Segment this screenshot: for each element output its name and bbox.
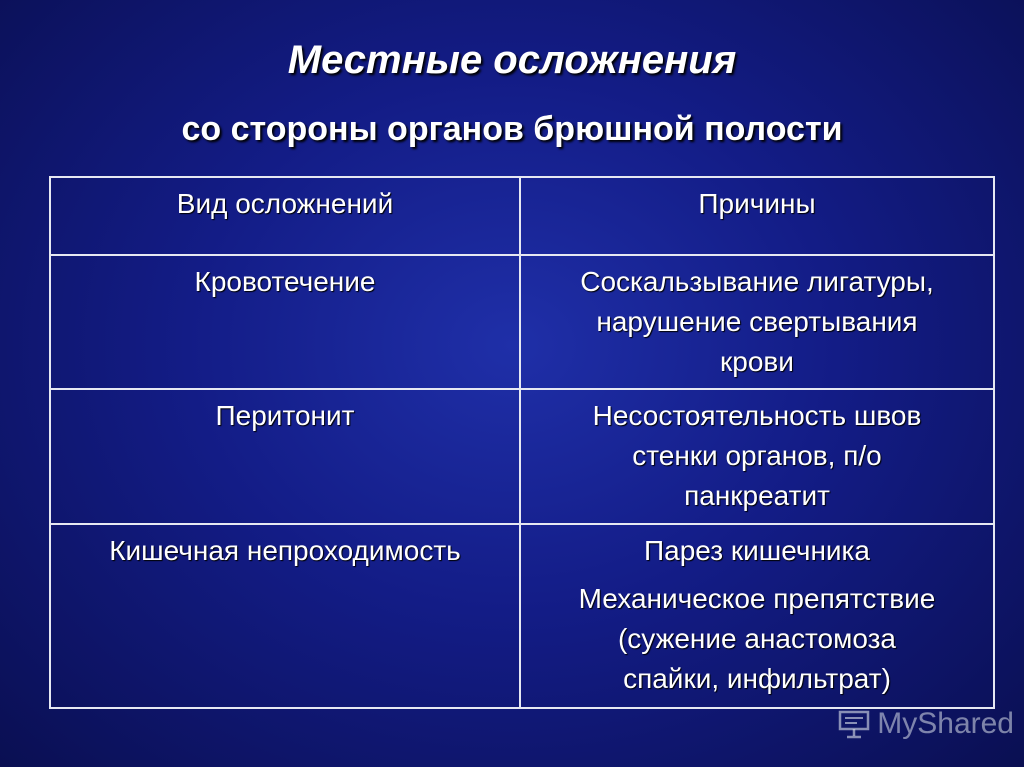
cause-line: нарушение свертывания [596, 306, 918, 337]
slide-subtitle: со стороны органов брюшной полости [181, 110, 843, 148]
causes-cell [520, 389, 994, 524]
cause-line: Механическое препятствие [578, 583, 936, 614]
complication-type-cell: Кровотечение [50, 255, 520, 389]
complication-type-cell: Перитонит [50, 389, 520, 524]
complications-table [49, 176, 995, 709]
header-causes: Причины [520, 177, 994, 255]
cause-line: стенки органов, п/о [632, 440, 882, 471]
cause-line: Несостоятельность швов [592, 400, 922, 431]
header-complication-type: Вид осложнений [50, 177, 520, 255]
cause-line: Парез кишечника [644, 535, 870, 566]
complication-type-cell: Кишечная непроходимость [50, 524, 520, 708]
watermark-text: MyShared [877, 707, 1014, 740]
causes-cell [520, 255, 994, 389]
table-row [50, 255, 994, 389]
causes-cell [520, 524, 994, 708]
cause-line: спайки, инфильтрат) [623, 663, 891, 694]
table-row [50, 524, 994, 708]
table-row [50, 389, 994, 524]
cause-line: панкреатит [684, 480, 830, 511]
table-header-row [50, 177, 994, 255]
cause-line: Соскальзывание лигатуры, [580, 266, 934, 297]
watermark [837, 707, 1014, 741]
presentation-board-icon [837, 709, 871, 739]
cause-line: (сужение анастомоза [617, 623, 896, 654]
slide-title: Местные осложнения [287, 38, 737, 82]
cause-line: крови [720, 346, 794, 377]
